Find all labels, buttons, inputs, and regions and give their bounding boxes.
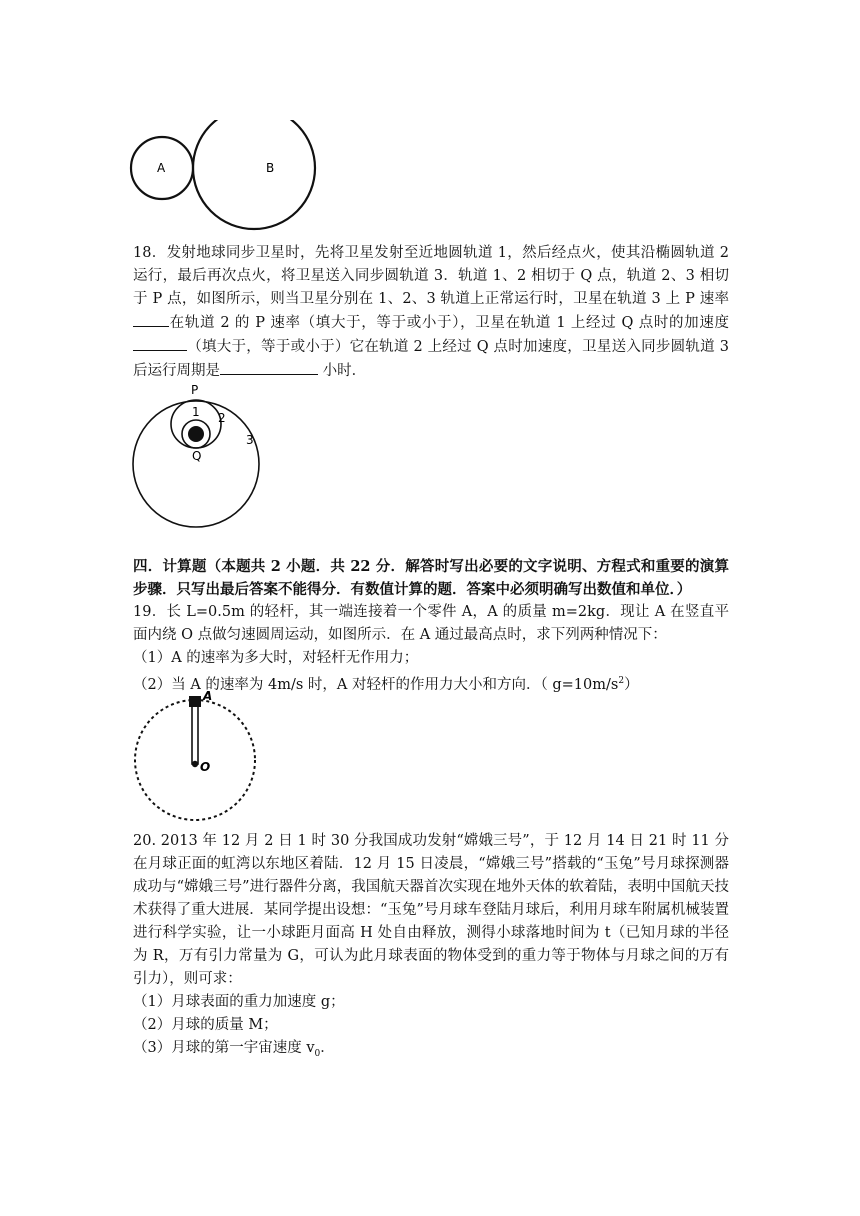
figure-rod-circle bbox=[130, 690, 260, 825]
question-19-stem: 19．长 L=0.5m 的轻杆，其一端连接着一个零件 A，A 的质量 m=2kg．现让 A 在竖直平面内绕 O 点做匀速圆周运动，如图所示．在 A 通过最高点时，求下列两种情况下： bbox=[133, 604, 729, 643]
question-18-text-2: 在轨道 2 的 P 速率（填大于，等于或小于），卫星在轨道 1 上经过 Q 点时的加速度 bbox=[169, 315, 729, 331]
question-18-number: 18． bbox=[133, 245, 167, 261]
label-a: A bbox=[157, 161, 166, 175]
circle-b bbox=[193, 120, 315, 229]
question-19-part-2-sup: 2 bbox=[618, 676, 625, 686]
answer-blank-3[interactable] bbox=[220, 359, 318, 375]
label-p: P bbox=[191, 383, 199, 397]
question-18-text-4: 小时． bbox=[318, 363, 367, 379]
label-o: O bbox=[200, 760, 211, 774]
question-20-part-1: （1）月球表面的重力加速度 g； bbox=[133, 994, 345, 1010]
question-19-part-2-prefix: （2）当 A 的速率为 4m/s 时，A 对轻杆的作用力大小和方向．（ g=10m/s bbox=[133, 676, 619, 693]
question-20-stem: 20. 2013 年 12 月 2 日 1 时 30 分我国成功发射“嫦娥三号”，于 12 月 14 日 21 时 11 分在月球正面的虹湾以东地区着陆．12 月 15 日凌晨，“嫦娥三号”搭载的“玉兔”号月球探测器成功与“嫦娥三号”进行器件分离，我国航天器首次实现在地外天体的软着陆，表明中国航天技术获得了重大进展．某同学提出设想：“玉兔”号月球车登陆月球后，利用月球车附属机械装置进行科学实验，让一小球距月面高 H 处自由释放，测得小球落地时间为 t（已知月球的半径为 R，万有引力常量为 G，可认为此月球表面的物体受到的重力等于物体与月球之间的万有引力），则可求： bbox=[133, 833, 729, 987]
question-19 bbox=[133, 601, 729, 697]
question-20-part-3-prefix: （3）月球的第一宇宙速度 v bbox=[133, 1040, 315, 1056]
label-orbit-3: 3 bbox=[246, 433, 254, 447]
question-18-text bbox=[133, 242, 729, 383]
answer-blank-2[interactable] bbox=[133, 335, 187, 351]
question-20-part-2: （2）月球的质量 M； bbox=[133, 1017, 278, 1033]
rod bbox=[192, 702, 198, 764]
answer-blank-1[interactable] bbox=[133, 311, 169, 327]
question-19-part-1: （1）A 的速率为多大时，对轻杆无作用力； bbox=[133, 650, 419, 666]
pivot-o bbox=[192, 761, 198, 767]
question-20 bbox=[133, 830, 729, 1066]
part-a bbox=[189, 696, 201, 707]
label-q: Q bbox=[192, 449, 202, 463]
question-18-text-3: （填大于，等于或小于）它在轨道 2 上经过 Q 点时加速度，卫星送入同步圆轨道 3 后运行周期是 bbox=[133, 339, 729, 379]
earth bbox=[188, 426, 204, 442]
label-orbit-1: 1 bbox=[192, 405, 200, 419]
section-4-heading bbox=[133, 555, 729, 601]
question-20-part-3-sub: 0 bbox=[314, 1048, 321, 1059]
figure-circles-ab bbox=[128, 120, 323, 235]
figure-orbits bbox=[128, 378, 268, 528]
section-4-heading-text: 四．计算题（本题共 2 小题．共 22 分．解答时写出必要的文字说明、方程式和重要的演算步骤．只写出最后答案不能得分．有数值计算的题．答案中必须明确写出数值和单位．） bbox=[133, 558, 729, 598]
question-19-part-2-suffix: ） bbox=[624, 676, 639, 693]
label-a: A bbox=[203, 690, 213, 703]
question-18-text-1: 发射地球同步卫星时，先将卫星发射至近地圆轨道 1，然后经点火，使其沿椭圆轨道 2 运行，最后再次点火，将卫星送入同步圆轨道 3．轨道 1、2 相切于 Q 点，轨道 2、3 相切于 P 点，如图所示，则当卫星分别在 1、2、3 轨道上正常运行时，卫星在轨道 3 上 P 速率 bbox=[133, 245, 729, 307]
question-20-part-3 bbox=[133, 1037, 729, 1066]
label-orbit-2: 2 bbox=[218, 411, 226, 425]
question-20-part-3-suffix: ． bbox=[320, 1040, 335, 1056]
label-b: B bbox=[266, 161, 275, 175]
question-18 bbox=[133, 242, 729, 383]
